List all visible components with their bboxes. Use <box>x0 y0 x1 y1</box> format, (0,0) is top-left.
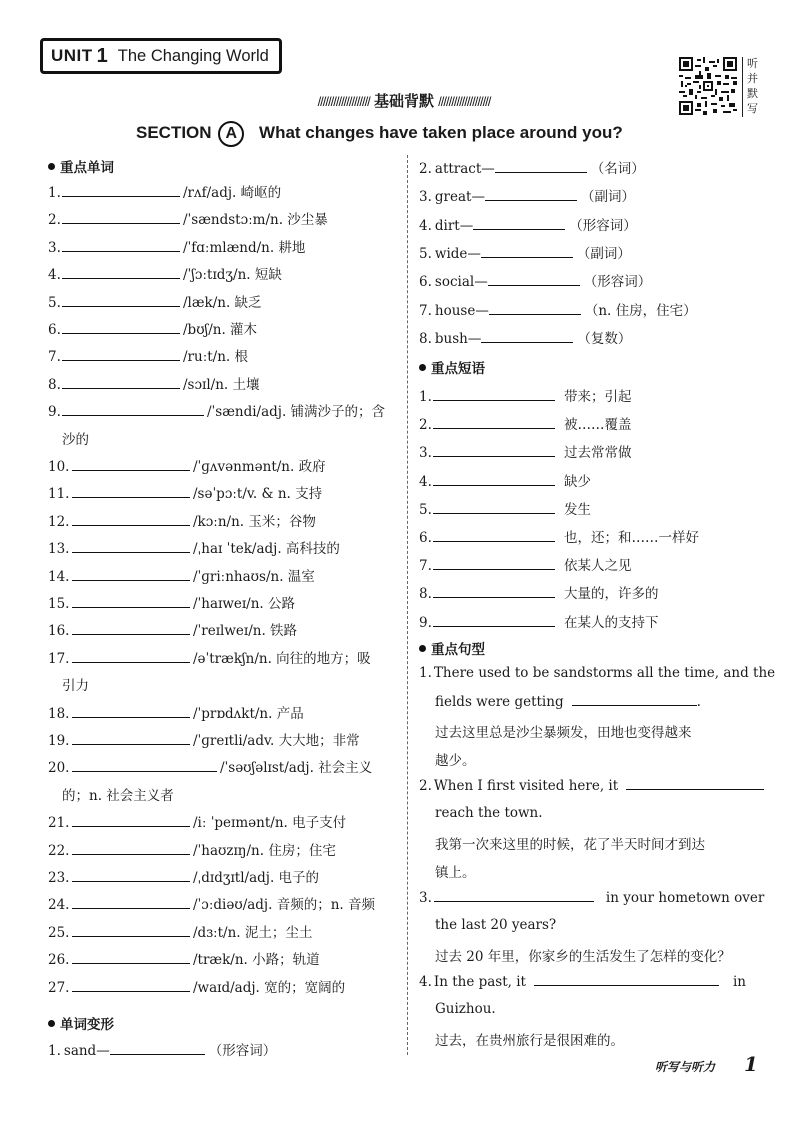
word-form-blank[interactable] <box>488 273 580 286</box>
vocab-definition: /dɜːt/n. 泥土；尘土 <box>193 925 313 941</box>
vocab-item <box>48 647 371 667</box>
vocab-item <box>48 455 326 475</box>
vocab-item-number: 8. <box>48 377 61 393</box>
vocab-item-number: 13. <box>48 541 70 557</box>
vocab-answer-blank[interactable] <box>62 211 180 224</box>
vocab-item-number: 5. <box>48 295 61 311</box>
word-form-note: （形容词） <box>583 274 652 290</box>
word-form-item <box>419 270 651 290</box>
sentence-answer-blank[interactable] <box>534 973 719 986</box>
sentence-number: 2. <box>419 778 432 794</box>
unit-header <box>40 38 310 74</box>
phrase-item <box>419 611 659 631</box>
vocab-item-number: 10. <box>48 459 70 475</box>
section-label: SECTION <box>136 123 212 142</box>
vocab-item-number: 27. <box>48 980 70 996</box>
phrase-meaning: 发生 <box>564 502 591 518</box>
sentence-line <box>419 777 764 794</box>
vocab-item <box>48 263 282 283</box>
section-letter-badge: A <box>218 121 244 147</box>
footer-text: 听写与听力 <box>655 1060 716 1074</box>
word-form-note: （形容词） <box>569 218 637 234</box>
phrase-number: 2. <box>419 417 432 433</box>
vocab-item <box>48 291 262 311</box>
sentence-answer-blank[interactable] <box>626 777 764 790</box>
section-title <box>136 121 736 147</box>
word-form-base: dirt— <box>434 218 474 234</box>
phrase-meaning: 也，还；和……一样好 <box>564 530 699 546</box>
word-form-blank[interactable] <box>110 1042 205 1055</box>
column-divider <box>407 155 408 1055</box>
sentence-line <box>419 889 764 906</box>
vocab-item <box>48 208 328 228</box>
phrase-number: 1. <box>419 389 432 405</box>
sentences-heading <box>419 638 485 658</box>
vocab-answer-blank[interactable] <box>72 924 190 937</box>
vocab-definition-continued: 引力 <box>62 678 89 694</box>
forms-heading-text: 单词变形 <box>60 1017 114 1032</box>
word-form-blank[interactable] <box>495 160 587 173</box>
vocab-answer-blank[interactable] <box>72 458 190 471</box>
vocab-definition: /ˈprɒdʌkt/n. 产品 <box>193 706 304 722</box>
vocab-definition: /iː ˈpeɪmənt/n. 电子支付 <box>193 815 347 831</box>
phrase-meaning: 缺少 <box>564 474 591 490</box>
vocab-answer-blank[interactable] <box>62 403 204 416</box>
word-form-base: sand— <box>63 1043 110 1059</box>
vocab-answer-blank[interactable] <box>62 321 180 334</box>
vocab-item <box>48 893 375 913</box>
qr-label: 听并默写 <box>742 57 763 117</box>
forms-heading <box>48 1013 114 1033</box>
vocab-item <box>48 619 297 639</box>
vocab-item <box>48 537 340 557</box>
vocab-item <box>48 565 315 585</box>
phrase-number: 9. <box>419 615 432 631</box>
word-form-base: great— <box>434 189 485 205</box>
vocab-item <box>48 921 312 941</box>
sentence-line <box>419 665 775 681</box>
banner-slashes-left: //////////////////// <box>317 94 370 109</box>
vocab-heading-text: 重点单词 <box>60 160 114 175</box>
phrase-answer-blank[interactable] <box>433 557 555 570</box>
vocab-answer-blank[interactable] <box>72 705 190 718</box>
vocab-answer-blank[interactable] <box>72 650 190 663</box>
vocab-item <box>48 756 372 776</box>
word-form-number: 4. <box>419 218 432 234</box>
sentence-line <box>435 1029 624 1049</box>
sentence-answer-blank[interactable] <box>434 889 594 902</box>
sentence-text: reach the town. <box>435 805 543 821</box>
vocab-definition: /ˈɔːdiəʊ/adj. 音频的；n. 音频 <box>193 897 375 913</box>
bullet-icon <box>419 364 426 371</box>
sentence-text: . <box>696 694 701 710</box>
sentence-text: Guizhou. <box>435 1001 496 1017</box>
phrase-meaning: 过去常常做 <box>564 445 632 461</box>
bullet-icon <box>48 163 55 170</box>
phrase-item <box>419 470 591 490</box>
phrases-heading <box>419 357 485 377</box>
word-form-item <box>419 157 645 177</box>
vocab-item-number: 12. <box>48 514 70 530</box>
phrase-number: 3. <box>419 445 432 461</box>
word-form-blank[interactable] <box>481 330 573 343</box>
vocab-item <box>48 345 248 365</box>
sentence-number: 4. <box>419 974 432 990</box>
vocab-definition: /ˈhaʊzɪŋ/n. 住房；住宅 <box>193 843 336 859</box>
vocab-item <box>48 236 305 256</box>
word-form-item <box>419 242 631 262</box>
vocab-answer-blank[interactable] <box>72 869 190 882</box>
vocab-definition: /ˈɡriːnhaʊs/n. 温室 <box>193 569 315 585</box>
vocab-item-number: 7. <box>48 349 61 365</box>
vocab-answer-blank[interactable] <box>62 376 180 389</box>
sentence-line <box>435 805 543 821</box>
vocab-item <box>48 866 319 886</box>
sentence-translation: 过去，在贵州旅行是很困难的。 <box>435 1033 624 1049</box>
sentence-translation: 过去 20 年里，你家乡的生活发生了怎样的变化？ <box>435 949 731 965</box>
word-form-number: 5. <box>419 246 432 262</box>
sentence-text: in your hometown over <box>605 890 765 906</box>
word-form-number: 1. <box>48 1043 61 1059</box>
word-form-base: bush— <box>434 331 482 347</box>
sentence-text: the last 20 years? <box>435 917 557 933</box>
phrase-item <box>419 498 591 518</box>
vocab-item-number: 17. <box>48 651 70 667</box>
vocab-item <box>48 729 360 749</box>
word-form-item <box>419 327 631 347</box>
sentence-translation: 镇上。 <box>435 865 476 881</box>
section-heading: What changes have taken place around you? <box>259 123 623 142</box>
vocab-definition: /ˈɡreɪtli/adv. 大大地；非常 <box>193 733 360 749</box>
sentence-number: 1. <box>419 665 432 681</box>
vocab-answer-blank[interactable] <box>72 951 190 964</box>
word-form-note: （n. 住房，住宅） <box>584 303 697 319</box>
phrases-heading-text: 重点短语 <box>431 361 485 376</box>
vocab-item-number: 11. <box>48 486 70 502</box>
unit-badge <box>40 38 282 74</box>
phrase-number: 5. <box>419 502 432 518</box>
sentence-translation: 越少。 <box>435 753 476 769</box>
bullet-icon <box>419 645 426 652</box>
vocab-definition: /læk/n. 缺乏 <box>183 295 262 311</box>
vocab-definition: /ˌhaɪ ˈtek/adj. 高科技的 <box>193 541 340 557</box>
sentence-line <box>435 1001 496 1017</box>
phrase-meaning: 被……覆盖 <box>564 417 632 433</box>
phrase-item <box>419 554 632 574</box>
unit-label: UNIT <box>51 46 93 65</box>
unit-title: The Changing World <box>117 46 269 65</box>
qr-code-icon[interactable] <box>679 57 737 115</box>
phrase-answer-blank[interactable] <box>433 585 555 598</box>
sentence-text: When I first visited here, it <box>433 778 619 794</box>
vocab-item-number: 1. <box>48 185 61 201</box>
sentence-line <box>435 945 731 965</box>
vocab-definition: /ˈɡʌvənmənt/n. 政府 <box>193 459 326 475</box>
vocab-item-number: 21. <box>48 815 70 831</box>
vocab-item-number: 19. <box>48 733 70 749</box>
sentence-number: 3. <box>419 890 432 906</box>
sentence-translation: 我第一次来这里的时候，花了半天时间才到达 <box>435 837 705 853</box>
unit-number: 1 <box>96 44 108 67</box>
vocab-item-number: 24. <box>48 897 70 913</box>
vocab-answer-blank[interactable] <box>72 814 190 827</box>
vocab-answer-blank[interactable] <box>72 759 217 772</box>
vocab-definition: /rʌf/adj. 崎岖的 <box>183 185 282 201</box>
word-form-blank[interactable] <box>489 302 581 315</box>
vocab-definition: /sɔɪl/n. 土壤 <box>183 377 260 393</box>
word-form-number: 7. <box>419 303 432 319</box>
phrase-answer-blank[interactable] <box>433 444 555 457</box>
word-form-blank[interactable] <box>485 188 577 201</box>
sentence-text: fields were getting <box>435 694 564 710</box>
word-form-note: （副词） <box>580 189 635 205</box>
vocab-item-number: 3. <box>48 240 61 256</box>
vocab-definition: /səˈpɔːt/v. & n. 支持 <box>193 486 323 502</box>
vocab-definition-continued: 沙的 <box>62 432 89 448</box>
word-form-number: 6. <box>419 274 432 290</box>
vocab-answer-blank[interactable] <box>72 896 190 909</box>
vocab-answer-blank[interactable] <box>72 485 190 498</box>
vocab-item <box>48 948 320 968</box>
word-form-item <box>48 1039 276 1059</box>
word-form-note: （形容词） <box>208 1043 277 1059</box>
word-form-base: house— <box>434 303 489 319</box>
phrase-number: 4. <box>419 474 432 490</box>
vocab-item <box>48 510 316 530</box>
vocab-answer-blank[interactable] <box>72 540 190 553</box>
vocab-item <box>48 400 385 420</box>
word-form-blank[interactable] <box>481 245 573 258</box>
word-form-note: （复数） <box>577 331 632 347</box>
phrase-number: 6. <box>419 530 432 546</box>
word-form-item <box>419 299 697 319</box>
vocab-definition: /træk/n. 小路；轨道 <box>193 952 320 968</box>
vocab-definition-continued: 的；n. 社会主义者 <box>62 788 174 804</box>
word-form-item <box>419 185 635 205</box>
vocab-item <box>48 839 336 859</box>
vocab-answer-blank[interactable] <box>72 595 190 608</box>
phrase-answer-blank[interactable] <box>433 416 555 429</box>
phrase-number: 8. <box>419 586 432 602</box>
vocab-definition: /waɪd/adj. 宽的；宽阔的 <box>193 980 346 996</box>
vocab-item-number: 18. <box>48 706 70 722</box>
phrase-meaning: 在某人的支持下 <box>564 615 659 631</box>
sentence-text: in <box>732 974 746 990</box>
sentence-translation: 过去这里总是沙尘暴频发，田地也变得越来 <box>435 725 692 741</box>
phrase-answer-blank[interactable] <box>433 473 555 486</box>
vocab-definition: /ˈsændi/adj. 铺满沙子的；含 <box>207 404 386 420</box>
vocab-item <box>48 976 345 996</box>
sentence-text: In the past, it <box>433 974 526 990</box>
vocab-heading <box>48 156 114 176</box>
word-form-note: （名词） <box>590 161 645 177</box>
vocab-item-number: 9. <box>48 404 61 420</box>
word-form-blank[interactable] <box>473 217 565 230</box>
vocab-definition: /ˈsændstɔːm/n. 沙尘暴 <box>183 212 328 228</box>
banner-slashes-right: //////////////////// <box>438 94 491 109</box>
phrase-answer-blank[interactable] <box>433 529 555 542</box>
phrase-meaning: 依某人之见 <box>564 558 632 574</box>
phrase-answer-blank[interactable] <box>433 501 555 514</box>
phrase-item <box>419 526 699 546</box>
word-form-number: 2. <box>419 161 432 177</box>
vocab-answer-blank[interactable] <box>62 239 180 252</box>
vocab-item-number: 25. <box>48 925 70 941</box>
word-form-number: 8. <box>419 331 432 347</box>
vocab-item <box>48 592 295 612</box>
phrase-answer-blank[interactable] <box>433 388 555 401</box>
vocab-answer-blank[interactable] <box>62 348 180 361</box>
vocab-item-number: 14. <box>48 569 70 585</box>
phrase-number: 7. <box>419 558 432 574</box>
phrase-meaning: 带来；引起 <box>564 389 632 405</box>
vocab-definition: /ˈfɑːmlænd/n. 耕地 <box>183 240 306 256</box>
vocab-item <box>48 181 281 201</box>
sentence-line <box>435 861 476 881</box>
vocab-answer-blank[interactable] <box>72 513 190 526</box>
vocab-answer-blank[interactable] <box>62 294 180 307</box>
sentence-line <box>435 693 701 710</box>
sentence-line <box>435 721 692 741</box>
vocab-item-number: 20. <box>48 760 70 776</box>
vocab-answer-blank[interactable] <box>62 184 180 197</box>
phrase-answer-blank[interactable] <box>433 614 555 627</box>
word-form-base: wide— <box>434 246 481 262</box>
bullet-icon <box>48 1020 55 1027</box>
vocab-item-number: 2. <box>48 212 61 228</box>
vocab-definition: /əˈtrækʃn/n. 向往的地方；吸 <box>193 651 371 667</box>
sentence-line <box>435 917 556 933</box>
vocab-item <box>48 373 260 393</box>
word-form-base: social— <box>434 274 488 290</box>
vocab-item-number: 23. <box>48 870 70 886</box>
vocab-item <box>48 318 257 338</box>
word-form-item <box>419 214 637 234</box>
vocab-definition: /ˈreɪlweɪ/n. 铁路 <box>193 623 298 639</box>
banner-title: 基础背默 <box>373 93 434 110</box>
phrase-item <box>419 582 659 602</box>
vocab-answer-blank[interactable] <box>72 979 190 992</box>
page-number: 1 <box>744 1052 758 1076</box>
vocab-item-number: 6. <box>48 322 61 338</box>
word-form-number: 3. <box>419 189 432 205</box>
vocab-answer-blank[interactable] <box>72 568 190 581</box>
sentence-line <box>435 833 705 853</box>
sentence-line <box>419 973 746 990</box>
phrase-item <box>419 385 632 405</box>
vocab-item <box>48 811 346 831</box>
phrase-item <box>419 413 632 433</box>
practice-banner <box>274 90 534 111</box>
word-form-note: （副词） <box>576 246 631 262</box>
vocab-item-number: 4. <box>48 267 61 283</box>
vocab-item <box>48 482 322 502</box>
vocab-definition: /ruːt/n. 根 <box>183 349 248 365</box>
vocab-definition: /ˌdɪdʒɪtl/adj. 电子的 <box>193 870 320 886</box>
sentence-text: There used to be sandstorms all the time, and the <box>433 665 776 681</box>
vocab-definition: /bʊʃ/n. 灌木 <box>183 322 258 338</box>
vocab-definition: /ˈʃɔːtɪdʒ/n. 短缺 <box>183 267 282 283</box>
vocab-answer-blank[interactable] <box>62 266 180 279</box>
vocab-item-number: 15. <box>48 596 70 612</box>
vocab-definition: /kɔːn/n. 玉米；谷物 <box>193 514 316 530</box>
vocab-item-number: 22. <box>48 843 70 859</box>
vocab-answer-blank[interactable] <box>72 842 190 855</box>
vocab-item-number: 16. <box>48 623 70 639</box>
vocab-item <box>48 702 304 722</box>
sentences-heading-text: 重点句型 <box>431 642 485 657</box>
vocab-answer-blank[interactable] <box>72 622 190 635</box>
phrase-item <box>419 441 632 461</box>
vocab-answer-blank[interactable] <box>72 732 190 745</box>
vocab-item-number: 26. <box>48 952 70 968</box>
word-form-base: attract— <box>434 161 495 177</box>
vocab-definition: /ˈsəʊʃəlɪst/adj. 社会主义 <box>220 760 373 776</box>
sentence-line <box>435 749 476 769</box>
sentence-answer-blank[interactable] <box>572 693 697 706</box>
phrase-meaning: 大量的，许多的 <box>564 586 659 602</box>
vocab-definition: /ˈhaɪweɪ/n. 公路 <box>193 596 296 612</box>
